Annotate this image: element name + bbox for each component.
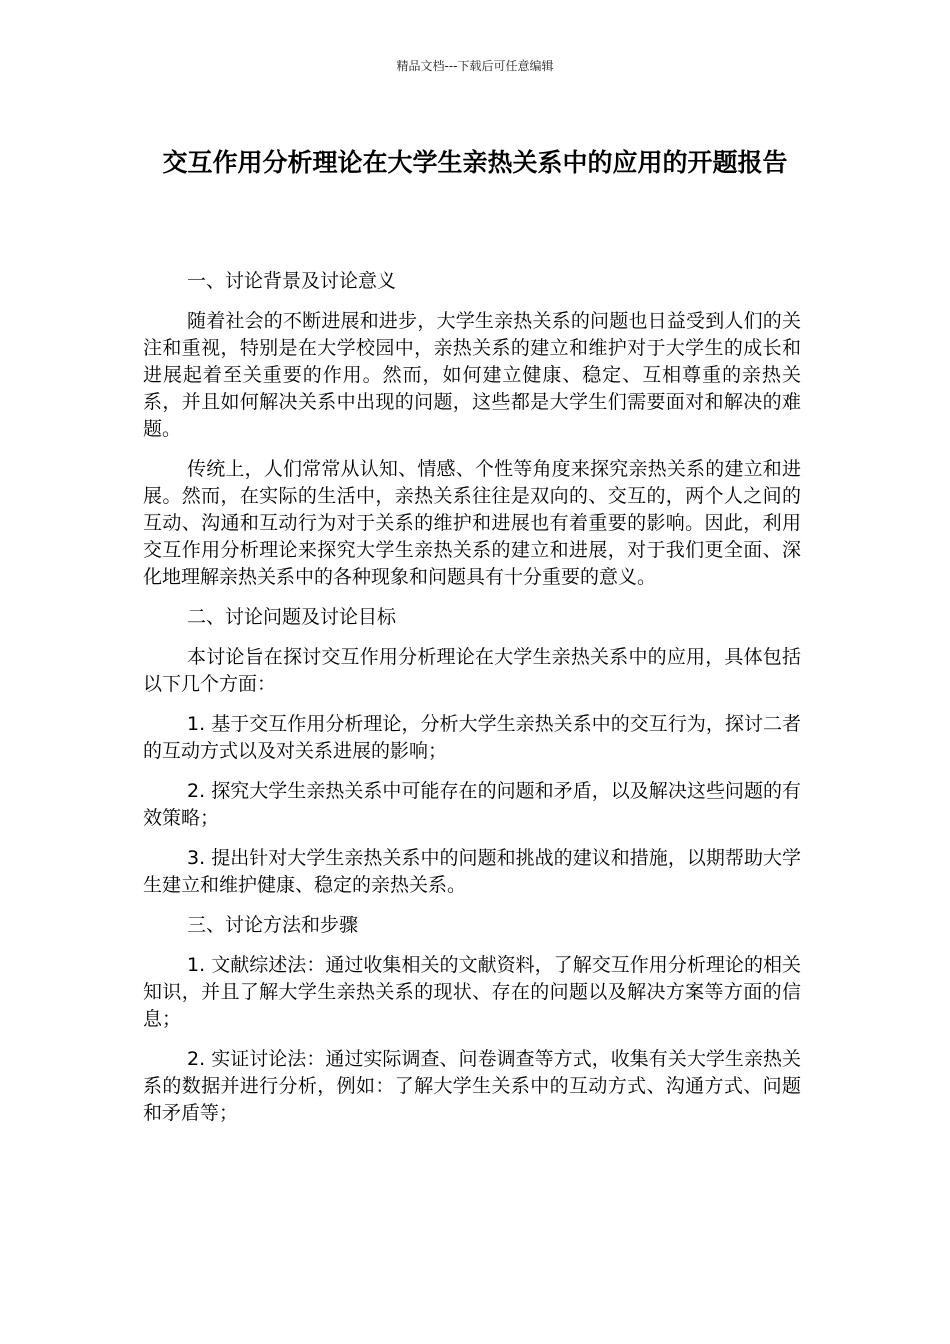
paragraph-questions-intro: 本讨论旨在探讨交互作用分析理论在大学生亲热关系中的应用，具体包括以下几个方面： <box>143 646 801 695</box>
list-item-method-1: 1. 文献综述法：通过收集相关的文献资料，了解交互作用分析理论的相关知识，并且了解大学生亲热关系的现状、存在的问题以及解决方案等方面的信息； <box>143 954 801 1030</box>
list-item-method-2: 2. 实证讨论法：通过实际调查、问卷调查等方式，收集有关大学生亲热关系的数据并进行分析，例如：了解大学生关系中的互动方式、沟通方式、问题和矛盾等； <box>143 1048 801 1124</box>
document-body <box>143 268 801 1140</box>
list-item-question-2: 2. 探究大学生亲热关系中可能存在的问题和矛盾，以及解决这些问题的有效策略； <box>143 780 801 829</box>
paragraph-background-1: 随着社会的不断进展和进步，大学生亲热关系的问题也日益受到人们的关注和重视，特别是在大学校园中，亲热关系的建立和维护对于大学生的成长和进展起着至关重要的作用。然而，如何建立健康、稳定、互相尊重的亲热关系，并且如何解决关系中出现的问题，这些都是大学生们需要面对和解决的难题。 <box>143 310 801 440</box>
section-heading-background: 一、讨论背景及讨论意义 <box>187 270 397 292</box>
list-item-question-1: 1. 基于交互作用分析理论，分析大学生亲热关系中的交互行为，探讨二者的互动方式以及对关系进展的影响； <box>143 713 801 762</box>
document-title: 交互作用分析理论在大学生亲热关系中的应用的开题报告 <box>162 148 788 177</box>
paragraph-background-2: 传统上，人们常常从认知、情感、个性等角度来探究亲热关系的建立和进展。然而，在实际的生活中，亲热关系往往是双向的、交互的，两个人之间的互动、沟通和互动行为对于关系的维护和进展也有着重要的影响。因此，利用交互作用分析理论来探究大学生亲热关系的建立和进展，对于我们更全面、深化地理解亲热关系中的各种现象和问题具有十分重要的意义。 <box>143 458 801 588</box>
section-heading-methods: 三、讨论方法和步骤 <box>187 914 359 936</box>
list-item-question-3: 3. 提出针对大学生亲热关系中的问题和挑战的建议和措施，以期帮助大学生建立和维护健康、稳定的亲热关系。 <box>143 847 801 896</box>
section-heading-questions: 二、讨论问题及讨论目标 <box>187 606 397 628</box>
header-note: 精品文档---下载后可任意编辑 <box>396 59 554 73</box>
